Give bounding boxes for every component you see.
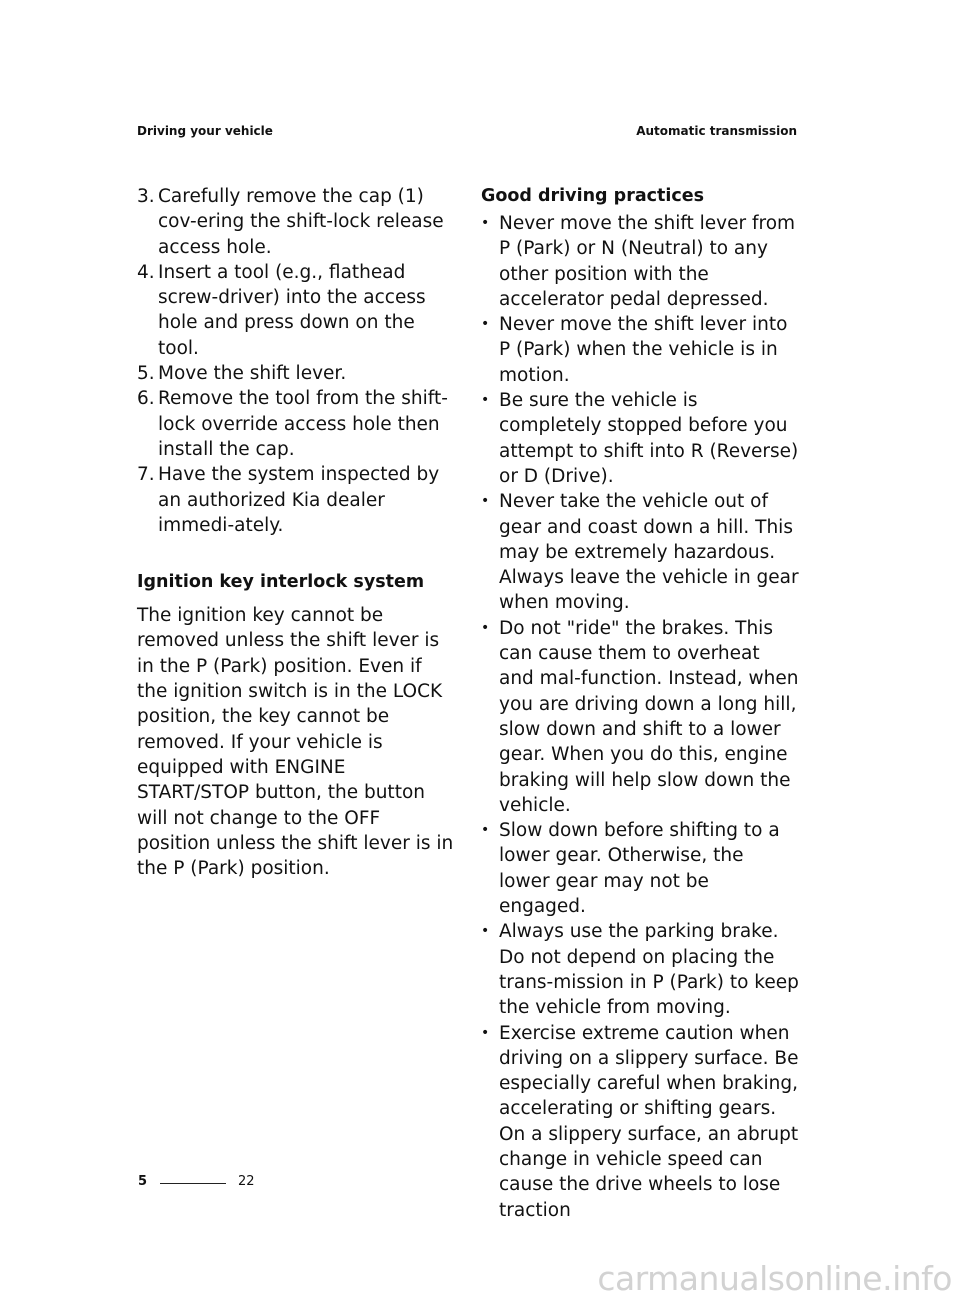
list-item-text: Be sure the vehicle is completely stopped before you attempt to shift into R (Reverse) or D (Drive). bbox=[499, 390, 799, 487]
step-text: Insert a tool (e.g., flathead screw-driver) into the access hole and press down on the tool. bbox=[158, 261, 426, 359]
left-column bbox=[137, 184, 455, 881]
list-item-text: Never take the vehicle out of gear and coast down a hill. This may be extremely hazardous. Always leave the vehicle in gear when moving. bbox=[499, 491, 799, 614]
right-column bbox=[481, 184, 799, 1223]
bullet-icon: • bbox=[481, 316, 490, 333]
bullet-icon: • bbox=[481, 822, 490, 839]
step-item bbox=[137, 361, 455, 386]
practices-list bbox=[481, 211, 799, 1223]
step-text: Move the shift lever. bbox=[158, 363, 347, 385]
list-item bbox=[481, 919, 799, 1020]
list-item-text: Exercise extreme caution when driving on a slippery surface. Be especially careful when braking, accelerating or shifting gears. On a slippery surface, an abrupt change in vehicle speed can cause the drive wheels to lose traction bbox=[499, 1022, 799, 1221]
bullet-icon: • bbox=[481, 392, 490, 409]
watermark: carmanualsonline.info bbox=[597, 1259, 952, 1298]
step-number: 5. bbox=[137, 363, 155, 385]
step-item bbox=[137, 184, 455, 260]
bullet-icon: • bbox=[481, 1024, 490, 1041]
step-text: Carefully remove the cap (1) cov-ering the shift-lock release access hole. bbox=[158, 186, 444, 258]
list-item bbox=[481, 211, 799, 312]
chapter-number: 5 bbox=[138, 1174, 148, 1189]
step-number: 7. bbox=[137, 464, 155, 486]
step-text: Remove the tool from the shift-lock override access hole then install the cap. bbox=[158, 388, 448, 460]
list-item-text: Do not "ride" the brakes. This can cause them to overheat and mal-function. Instead, when you are driving down a long hill, slow down and shift to a lower gear. When you do this, engine braking will help slow down the vehicle. bbox=[499, 617, 799, 816]
list-item bbox=[481, 616, 799, 818]
list-item-text: Never move the shift lever from P (Park) or N (Neutral) to any other position with the accelerator pedal depressed. bbox=[499, 213, 796, 310]
list-item-text: Slow down before shifting to a lower gear. Otherwise, the lower gear may not be engaged. bbox=[499, 820, 780, 918]
list-item bbox=[481, 1021, 799, 1223]
bullet-icon: • bbox=[481, 619, 490, 636]
list-item-text: Always use the parking brake. Do not depend on placing the trans-mission in P (Park) to keep the vehicle from moving. bbox=[499, 921, 799, 1019]
list-item bbox=[481, 489, 799, 615]
bullet-icon: • bbox=[481, 215, 490, 231]
step-item bbox=[137, 386, 455, 462]
list-item-text: Never move the shift lever into P (Park) when the vehicle is in motion. bbox=[499, 314, 788, 386]
step-number: 3. bbox=[137, 186, 155, 207]
ignition-heading: Ignition key interlock system bbox=[137, 572, 425, 593]
bullet-icon: • bbox=[481, 493, 490, 510]
good-practices-heading: Good driving practices bbox=[481, 186, 705, 206]
header-topic-title: Automatic transmission bbox=[636, 124, 797, 138]
step-text: Have the system inspected by an authorized Kia dealer immedi-ately. bbox=[158, 464, 440, 536]
list-item bbox=[481, 312, 799, 388]
bullet-icon: • bbox=[481, 923, 490, 940]
page-number: 22 bbox=[238, 1174, 255, 1189]
step-number: 4. bbox=[137, 261, 155, 283]
list-item bbox=[481, 388, 799, 489]
header-section-title: Driving your vehicle bbox=[137, 124, 273, 138]
step-number: 6. bbox=[137, 388, 155, 410]
release-steps-list bbox=[137, 184, 455, 538]
step-item bbox=[137, 462, 455, 538]
footer-divider bbox=[160, 1183, 226, 1184]
ignition-paragraph: The ignition key cannot be removed unless the shift lever is in the P (Park) position. Even if the ignition switch is in the LOCK position, the key cannot be removed. If your vehicle is equipped with ENGINE START/STOP button, the button will not change to the OFF position unless the shift lever is in the P (Park) position. bbox=[137, 605, 454, 880]
list-item bbox=[481, 818, 799, 919]
step-item bbox=[137, 260, 455, 361]
